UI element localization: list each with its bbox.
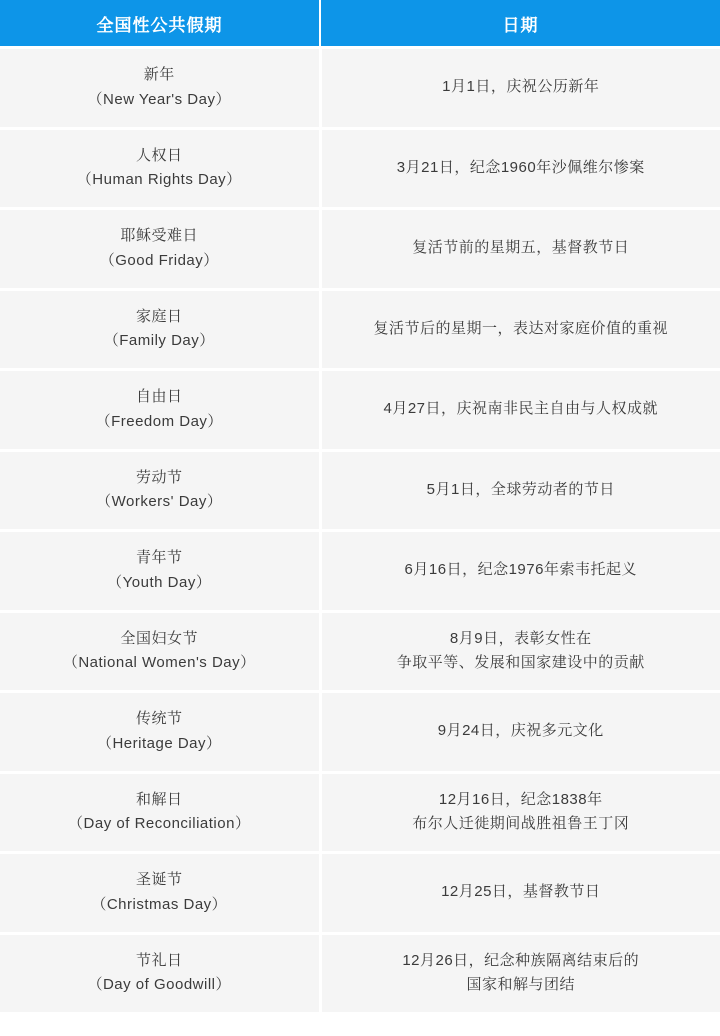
holiday-date-line: 5月1日，全球劳动者的节日 (426, 480, 615, 498)
holiday-name-en: （National Women's Day） (62, 654, 256, 672)
holiday-name-cn: 圣诞节 (135, 871, 183, 888)
holiday-date-line: 4月27日，庆祝南非民主自由与人权成就 (383, 400, 659, 418)
holiday-date-cell (320, 48, 720, 129)
holiday-date-cell (320, 128, 720, 209)
holiday-name-cn: 青年节 (135, 549, 183, 566)
holiday-date-line: 6月16日，纪念1976年索韦托起义 (404, 561, 637, 579)
holiday-name-cell (0, 611, 320, 692)
holiday-name-cell (0, 48, 320, 129)
holiday-name-cn: 传统节 (135, 710, 183, 727)
holiday-name-cn: 全国妇女节 (120, 629, 198, 647)
holiday-name-cell (0, 370, 320, 451)
holiday-name-cn: 劳动节 (135, 468, 183, 486)
column-header-date: 日期 (320, 0, 720, 48)
holiday-date-cell (320, 289, 720, 370)
holiday-name-cn: 节礼日 (135, 951, 183, 969)
table-row (0, 853, 720, 934)
holiday-date-line: 1月1日，庆祝公历新年 (442, 78, 600, 96)
holiday-date-cell (320, 370, 720, 451)
holiday-date-cell (320, 933, 720, 1014)
table-row (0, 48, 720, 129)
holiday-name-en: （Day of Reconciliation） (68, 815, 251, 833)
holiday-date-cell (320, 531, 720, 612)
holiday-date-cell (320, 450, 720, 531)
holiday-date-cell (320, 611, 720, 692)
table-row (0, 450, 720, 531)
holiday-name-cn: 人权日 (135, 146, 183, 164)
holiday-name-cn: 和解日 (135, 790, 183, 808)
holiday-name-en: （Human Rights Day） (76, 171, 242, 189)
holiday-date-line: 布尔人迁徙期间战胜祖鲁王丁冈 (412, 815, 630, 833)
holiday-date-line: 国家和解与团结 (466, 976, 575, 994)
holiday-name-en: （Youth Day） (107, 573, 212, 591)
holiday-name-cell (0, 772, 320, 853)
holiday-date-line: 3月21日，纪念1960年沙佩维尔惨案 (396, 158, 645, 176)
holiday-date-line: 12月25日，基督教节日 (441, 883, 601, 901)
holiday-date-cell (320, 853, 720, 934)
holiday-date-line: 12月26日，纪念种族隔离结束后的 (402, 951, 640, 969)
holiday-name-cell (0, 692, 320, 773)
holiday-name-en: （Christmas Day） (91, 895, 228, 913)
table-row (0, 933, 720, 1014)
column-header-holiday: 全国性公共假期 (0, 0, 320, 48)
holiday-name-en: （Family Day） (103, 332, 215, 350)
table-row (0, 531, 720, 612)
table-row (0, 370, 720, 451)
holiday-name-cell (0, 853, 320, 934)
holiday-name-en: （Freedom Day） (95, 412, 223, 430)
holiday-date-cell (320, 692, 720, 773)
holiday-name-cell (0, 933, 320, 1014)
holiday-name-en: （Workers' Day） (96, 493, 223, 511)
table-header (0, 0, 720, 48)
holiday-name-cell (0, 450, 320, 531)
table-row (0, 128, 720, 209)
table-row (0, 692, 720, 773)
table-body (0, 48, 720, 1014)
holiday-date-line: 12月16日，纪念1838年 (438, 790, 603, 808)
holiday-date-line: 复活节后的星期一，表达对家庭价值的重视 (373, 319, 668, 337)
holiday-name-cn: 家庭日 (135, 307, 183, 325)
table-row (0, 289, 720, 370)
holiday-date-line: 8月9日，表彰女性在 (449, 629, 592, 647)
holiday-date-cell (320, 209, 720, 290)
holiday-date-cell (320, 772, 720, 853)
holiday-name-cell (0, 289, 320, 370)
holiday-name-cell (0, 209, 320, 290)
holiday-name-en: （Good Friday） (99, 251, 219, 269)
holiday-name-en: （Day of Goodwill） (87, 976, 232, 994)
holiday-name-cn: 耶稣受难日 (120, 227, 198, 244)
holiday-name-en: （New Year's Day） (87, 90, 231, 108)
holiday-name-en: （Heritage Day） (96, 734, 222, 752)
table-header-row (0, 0, 720, 48)
holiday-name-cn: 新年 (143, 66, 175, 83)
holiday-date-line: 复活节前的星期五，基督教节日 (412, 239, 630, 257)
table-row (0, 611, 720, 692)
holiday-date-line: 争取平等、发展和国家建设中的贡献 (396, 654, 645, 672)
holiday-date-line: 9月24日，庆祝多元文化 (437, 722, 604, 740)
holiday-name-cell (0, 128, 320, 209)
table-row (0, 209, 720, 290)
holiday-name-cell (0, 531, 320, 612)
table-row (0, 772, 720, 853)
holiday-name-cn: 自由日 (135, 388, 183, 405)
